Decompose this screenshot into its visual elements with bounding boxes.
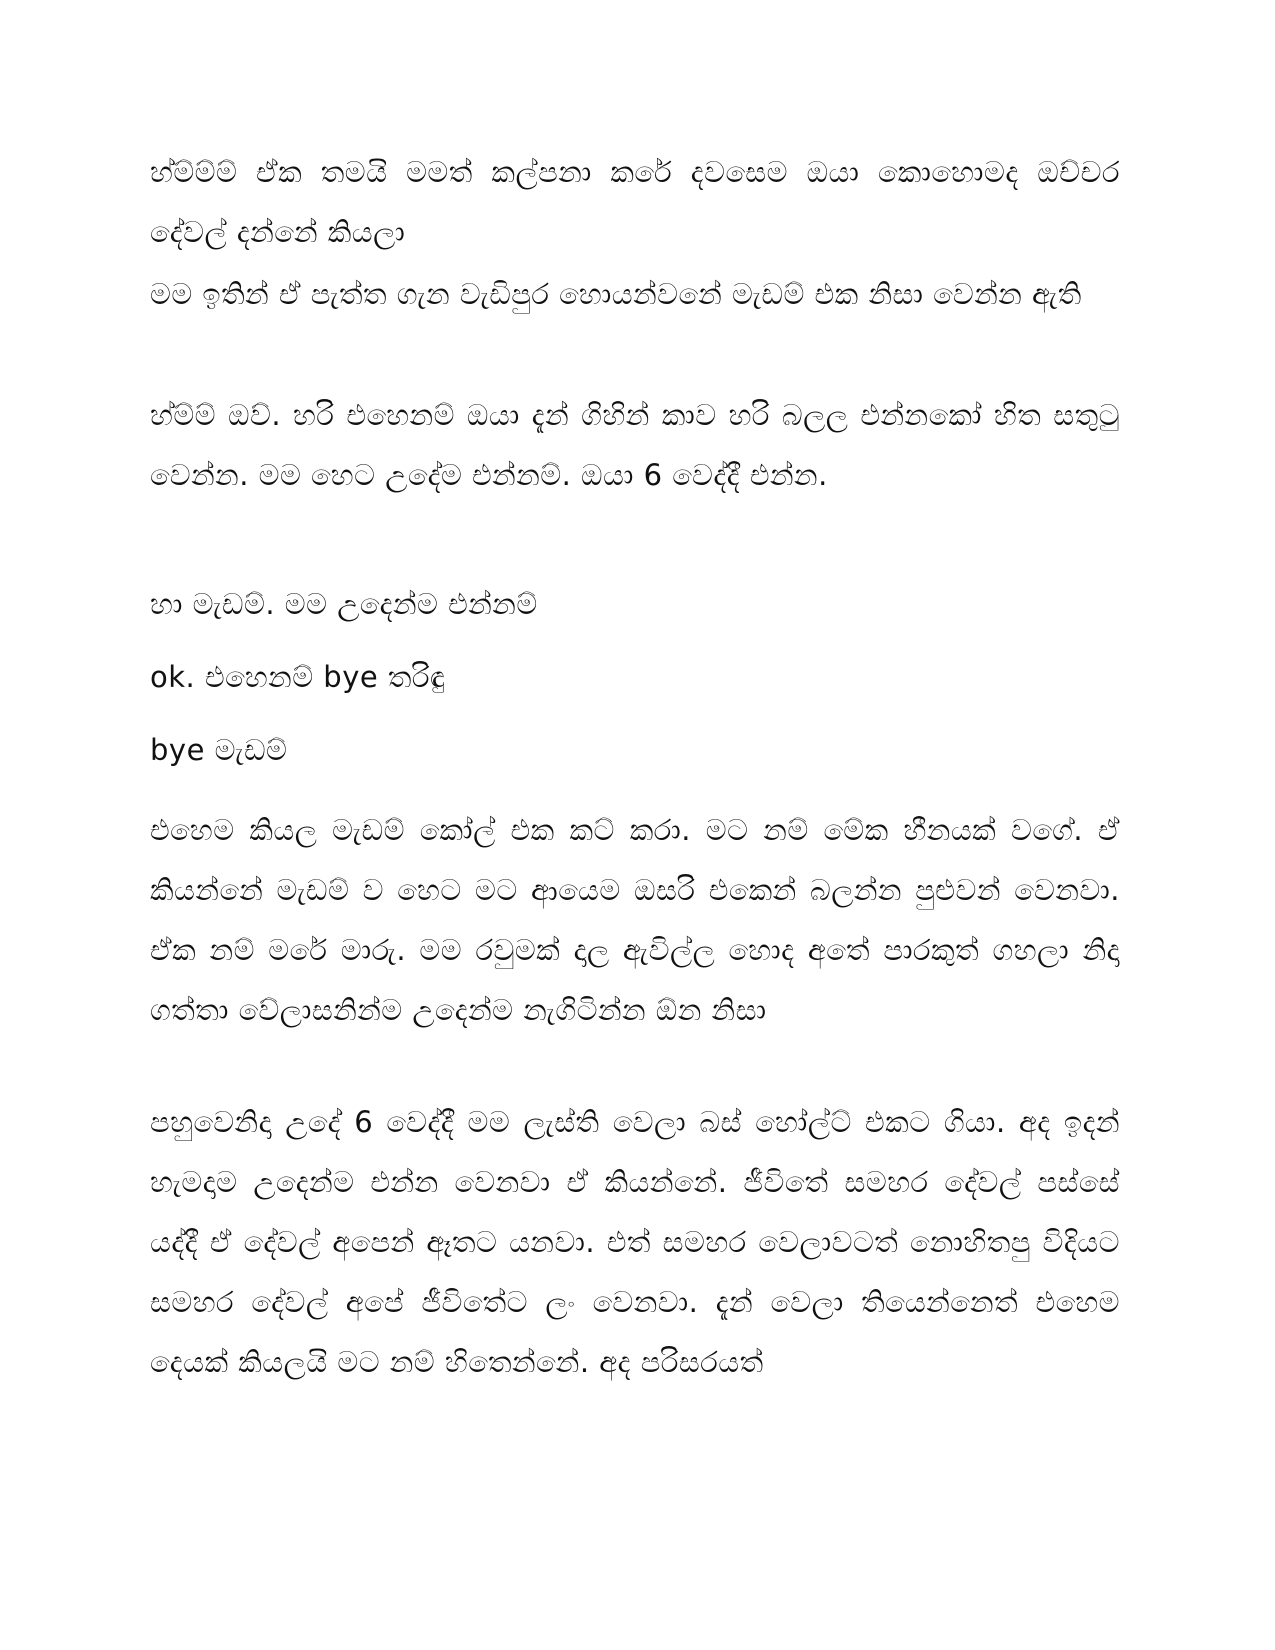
- paragraph-5: ok. එහෙනම් bye තරිඳු: [150, 660, 446, 694]
- paragraph-3: හ්ම්ම් ඔව්. හරි එහෙනම් ඔයා දැන් ගිහින් කාව හරි බලල එන්නකෝ හිත සතුටු වෙන්න. මම හෙට උදේම එන්නම්. ඔයා 6 වෙද්දී එන්න.: [150, 398, 1120, 492]
- paragraph-2: මම ඉතින් ඒ පැත්ත ගැන වැඩිපුර හොයන්වනේ මැඩම් එක නිසා වෙන්න ඇති: [150, 277, 1082, 311]
- paragraph-8: පහුවෙනිදා උදේ 6 වෙද්දී මම ලැස්ති වෙලා බස් හෝල්ට් එකට ගියා. අද ඉදන් හැමදාම උදෙන්ම එන්න වෙනවා ඒ කියන්නේ. ජීවිතේ සමහර දේවල් පස්සේ යද්දී ඒ දේවල් අපෙන් ඈතට යනවා. එත් සමහර වෙලාවටත් නොහිතපු විදියට සමහර දේවල් අපේ ජීවිතේට ලං වෙනවා. දැන් වෙලා තියෙන්නෙත් එහෙම දෙයක් කියලයි මට නම් හිතෙන්නේ. අද පරිසරයත්: [150, 1105, 1120, 1379]
- paragraph-1: හ්ම්ම්ම් ඒක තමයි මමත් කල්පනා කරේ දවසෙම ඔයා කොහොමද ඔච්චර දේවල් දන්නේ කියලා: [150, 155, 1120, 249]
- paragraph-6: bye මැඩම්: [150, 733, 288, 767]
- paragraph-4: හා මැඩම්. මම උදෙන්ම එන්නම්: [150, 587, 538, 621]
- paragraph-7: එහෙම කියල මැඩම් කෝල් එක කට් කරා. මට නම් මේක හීනයක් වගේ. ඒ කියන්නේ මැඩම් ව හෙට මට ආයෙම ඔසරි එකෙන් බලන්න පුළුවන් වෙනවා. ඒක නම් මරේ මාරු. මම රවුමක් දාල ඇවිල්ල හොද අතේ පාරකුත් ගහලා නිදා ගත්තා වේලාසනින්ම උදෙන්ම නැගිටින්න ඕන නිසා: [150, 813, 1120, 1027]
